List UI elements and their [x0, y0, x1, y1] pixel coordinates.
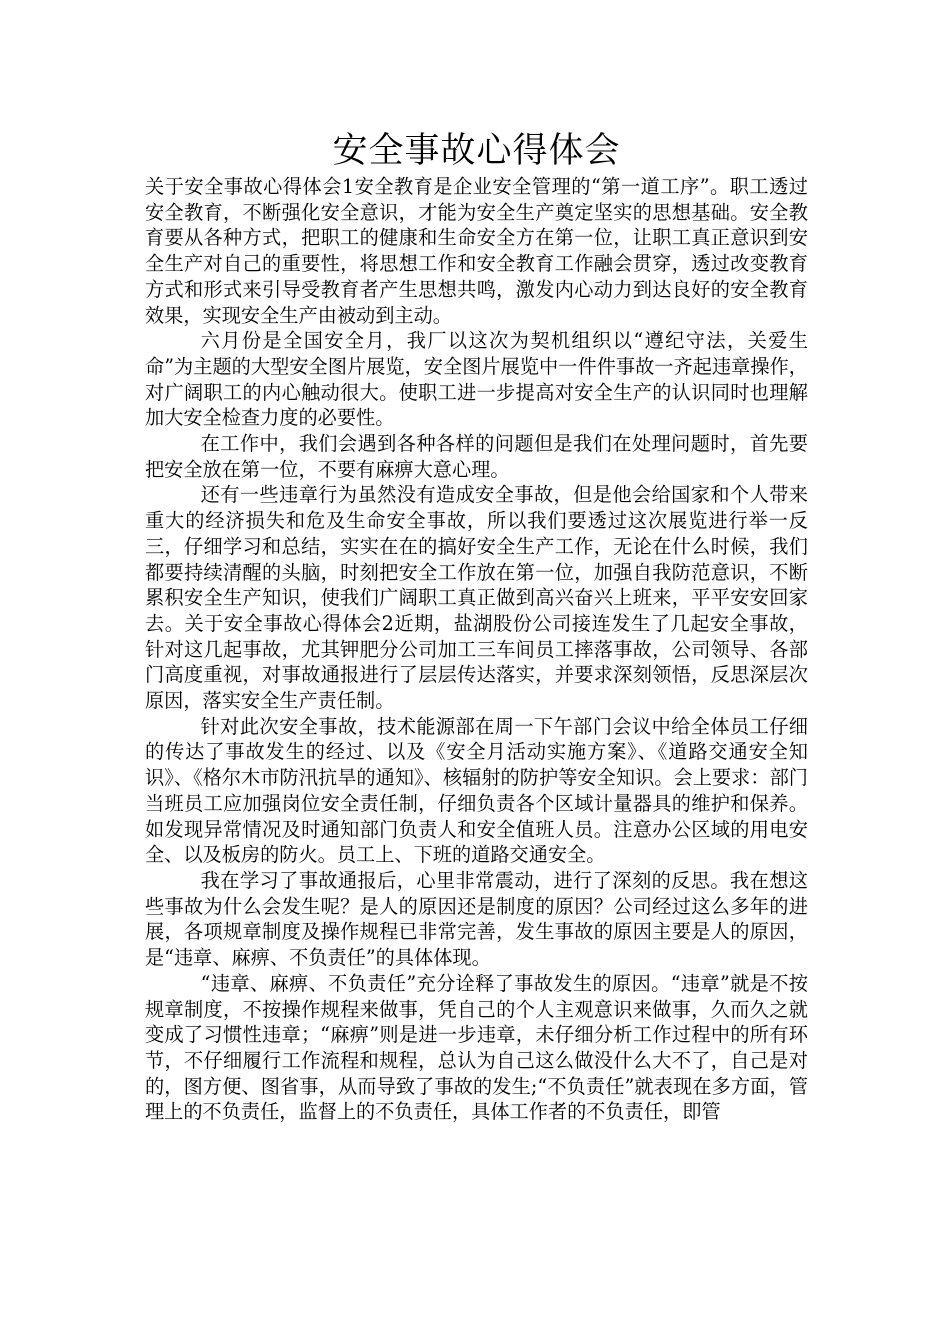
- paragraph: 还有一些违章行为虽然没有造成安全事故，但是他会给国家和个人带来重大的经济损失和危及生命安全事故，所以我们要透过这次展览进行举一反三，仔细学习和总结，实实在在的搞好安全生产工作，无论在什么时候，我们都要持续清醒的头脑，时刻把安全工作放在第一位，加强自我防范意识，不断累积安全生产知识，使我们广阔职工真正做到高兴奋兴上班来，平平安安回家去。关于安全事故心得体会2近期，盐湖股份公司接连发生了几起安全事故，针对这几起事故，尤其钾肥分公司加工三车间员工摔落事故，公司领导、各部门高度重视，对事故通报进行了层层传达落实，并要求深刻领悟，反思深层次原因，落实安全生产责任制。: [145, 483, 808, 713]
- document-page: [145, 128, 808, 1125]
- paragraph: “违章、麻痹、不负责任”充分诠释了事故发生的原因。“违章”就是不按规章制度，不按操作规程来做事，凭自己的个人主观意识来做事，久而久之就变成了习惯性违章；“麻痹”则是进一步违章，未仔细分析工作过程中的所有环节，不仔细履行工作流程和规程，总认为自己这么做没什么大不了，自己是对的，图方便、图省事，从而导致了事故的发生;“不负责任”就表现在多方面，管理上的不负责任，监督上的不负责任，具体工作者的不负责任，即管: [145, 971, 808, 1124]
- paragraph: 在工作中，我们会遇到各种各样的问题但是我们在处理问题时，首先要把安全放在第一位，不要有麻痹大意心理。: [145, 432, 808, 481]
- paragraph: 六月份是全国安全月，我厂以这次为契机组织以“遵纪守法，关爱生命”为主题的大型安全图片展览，安全图片展览中一件件事故一齐起违章操作，对广阔职工的内心触动很大。使职工进一步提高对安全生产的认识同时也理解加大安全检查力度的必要性。: [145, 329, 808, 430]
- paragraph: 关于安全事故心得体会1安全教育是企业安全管理的“第一道工序”。职工透过安全教育，不断强化安全意识，才能为安全生产奠定坚实的思想基础。安全教育要从各种方式，把职工的健康和生命安全方在第一位，让职工真正意识到安全生产对自己的重要性，将思想工作和安全教育工作融会贯穿，透过改变教育方式和形式来引导受教育者产生思想共鸣，激发内心动力到达良好的安全教育效果，实现安全生产由被动到主动。: [145, 175, 808, 327]
- paragraph: 针对此次安全事故，技术能源部在周一下午部门会议中给全体员工仔细的传达了事故发生的经过、以及《安全月活动实施方案》、《道路交通安全知识》、《格尔木市防汛抗旱的通知》、核辐射的防护等安全知识。会上要求：部门当班员工应加强岗位安全责任制，仔细负责各个区域计量器具的维护和保养。如发现异常情况及时通知部门负责人和安全值班人员。注意办公区域的用电安全、以及板房的防火。员工上、下班的道路交通安全。: [145, 714, 808, 867]
- document-title: 安全事故心得体会: [332, 131, 621, 171]
- document-body: [145, 174, 808, 1125]
- paragraph: 我在学习了事故通报后，心里非常震动，进行了深刻的反思。我在想这些事故为什么会发生呢？是人的原因还是制度的原因？公司经过这么多年的进展，各项规章制度及操作规程已非常完善，发生事故的原因主要是人的原因，是“违章、麻痹、不负责任”的具体体现。: [145, 868, 808, 970]
